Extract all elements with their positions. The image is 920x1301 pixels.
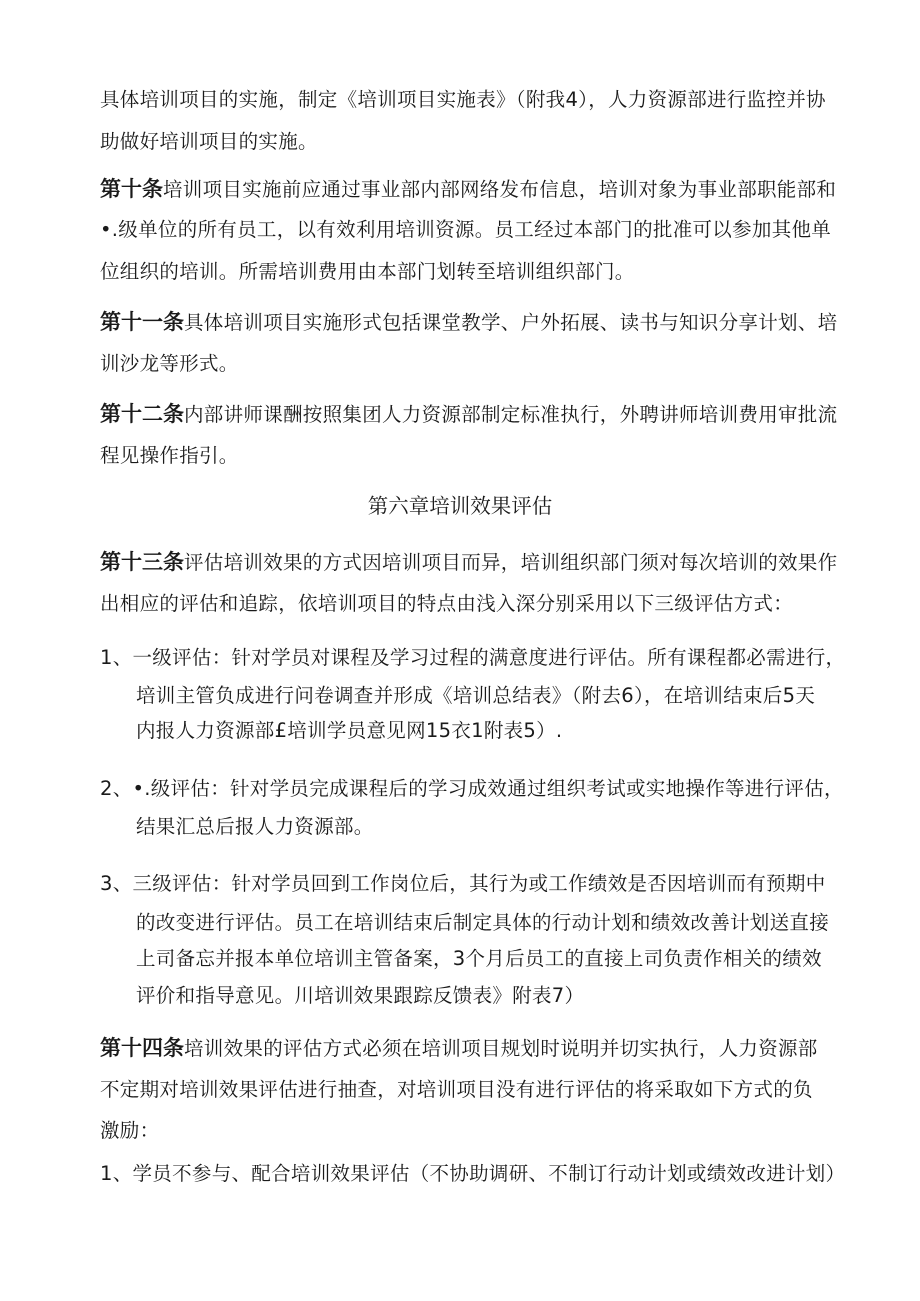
paragraph-line: 出相应的评估和追踪，依培训项目的特点由浅入深分别采用以下三级评估方式： xyxy=(100,592,794,615)
article-label: 第十一条 xyxy=(100,310,184,334)
article-10 xyxy=(100,176,836,203)
list-item-line: 评价和指导意见。川培训效果跟踪反馈表》附表7） xyxy=(136,984,585,1007)
paragraph-line: 不定期对培训效果评估进行抽查，对培训项目没有进行评估的将采取如下方式的负 xyxy=(100,1078,813,1101)
chapter-heading: 第六章培训效果评估 xyxy=(367,494,553,518)
list-item-line: 上司备忘并报本单位培训主管备案，3个月后员工的直接上司负责作相关的绩效 xyxy=(136,947,822,970)
paragraph-text: 培训效果的评估方式必须在培训项目规划时说明并切实执行，人力资源部 xyxy=(184,1037,818,1060)
paragraph-text: 具体培训项目实施形式包括课堂教学、户外拓展、读书与知识分享计划、培 xyxy=(184,311,838,334)
paragraph-line: 位组织的培训。所需培训费用由本部门划转至培训组织部门。 xyxy=(100,260,635,283)
paragraph-text: 培训项目实施前应通过事业部内部网络发布信息，培训对象为事业部职能部和 xyxy=(163,178,837,201)
list-item-line: 培训主管负成进行问卷调查并形成《培训总结表》（附去6），在培训结束后5天 xyxy=(136,684,816,707)
paragraph-line: 程见操作指引。 xyxy=(100,444,239,467)
list-item: 3、三级评估：针对学员回到工作岗位后，其行为或工作绩效是否因培训而有预期中 xyxy=(100,872,826,895)
list-item-line: 内报人力资源部£培训学员意见网15衣1附表5）. xyxy=(136,719,563,742)
list-item: 2、•.级评估：针对学员完成课程后的学习成效通过组织考试或实地操作等进行评估， xyxy=(100,777,844,800)
list-item: 1、学员不参与、配合培训效果评估（不协助调研、不制订行动计划或绩效改进计划） xyxy=(100,1162,846,1185)
article-label: 第十四条 xyxy=(100,1036,184,1060)
article-label: 第十二条 xyxy=(100,402,184,426)
article-11 xyxy=(100,309,837,336)
paragraph-line: 具体培训项目的实施，制定《培训项目实施表》（附我4），人力资源部进行监控并协 xyxy=(100,88,826,111)
paragraph-line: •.级单位的所有员工，以有效利用培训资源。员工经过本部门的批准可以参加其他单 xyxy=(100,218,832,241)
article-12 xyxy=(100,401,837,428)
list-item: 1、一级评估：针对学员对课程及学习过程的满意度进行评估。所有课程都必需进行， xyxy=(100,646,846,669)
article-13 xyxy=(100,549,837,576)
paragraph-text: 评估培训效果的方式因培训项目而异，培训组织部门须对每次培训的效果作 xyxy=(184,551,838,574)
list-item-line: 的改变进行评估。员工在培训结束后制定具体的行动计划和绩效改善计划送直接 xyxy=(136,911,830,934)
paragraph-line: 助做好培训项目的实施。 xyxy=(100,130,318,153)
article-14 xyxy=(100,1035,818,1062)
article-label: 第十三条 xyxy=(100,550,184,574)
paragraph-line: 训沙龙等形式。 xyxy=(100,352,239,375)
paragraph-text: 内部讲师课酬按照集团人力资源部制定标准执行，外聘讲师培训费用审批流 xyxy=(184,403,838,426)
list-item-line: 结果汇总后报人力资源部。 xyxy=(136,815,374,838)
paragraph-line: 激励： xyxy=(100,1119,160,1142)
article-label: 第十条 xyxy=(100,177,163,201)
